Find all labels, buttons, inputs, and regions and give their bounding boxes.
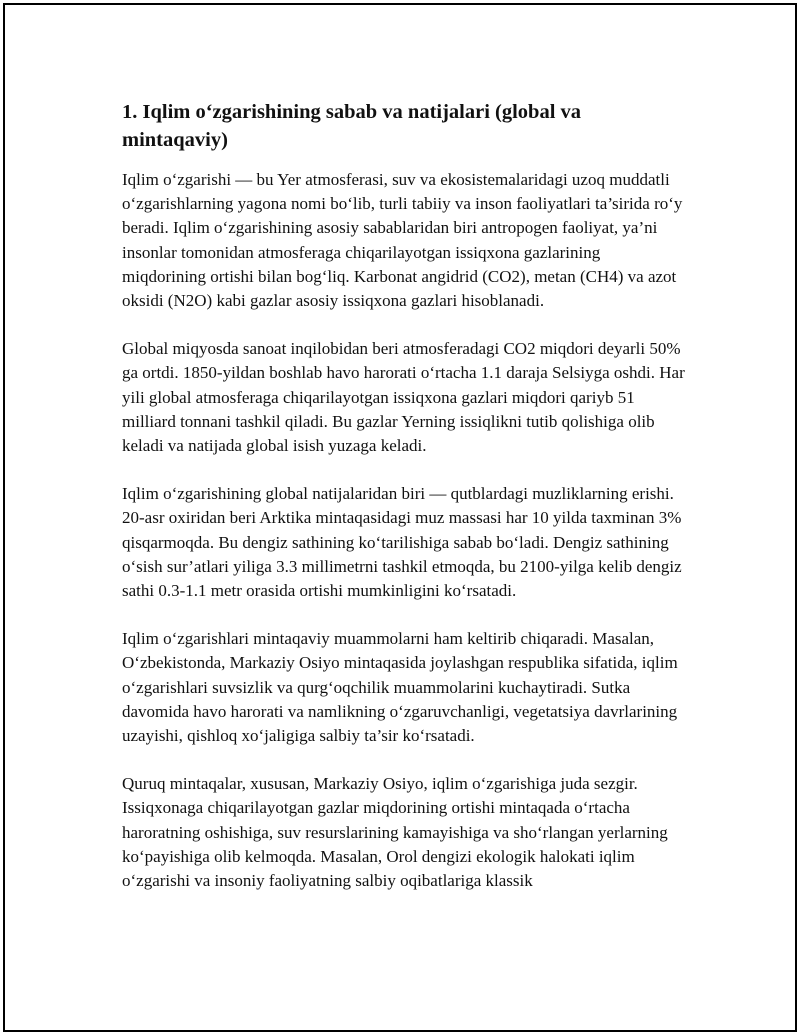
- section-heading: 1. Iqlim o‘zgarishining sabab va natijalari (global va mintaqaviy): [122, 101, 582, 151]
- paragraph-5: Quruq mintaqalar, xususan, Markaziy Osiyo, iqlim o‘zgarishiga juda sezgir. Issiqxonaga chiqarilayotgan gazlar miqdorining ortishi mintaqada o‘rtacha haroratning oshishiga, suv resurslarining kamayishiga va sho‘rlangan yerlarning ko‘payishiga olib kelmoqda. Masalan, Orol dengizi ekologik halokati iqlim o‘zgarishi va insoniy faoliyatning salbiy oqibatlariga klassik: [122, 774, 668, 891]
- paragraph-1: Iqlim o‘zgarishi — bu Yer atmosferasi, suv va ekosistemalaridagi uzoq muddatli o‘zgarishlarning yagona nomi bo‘lib, turli tabiiy va inson faoliyatlari ta’sirida ro‘y beradi. Iqlim o‘zgarishining asosiy sabablaridan biri antropogen faoliyat, ya’ni insonlar tomonidan atmosferaga chiqarilayotgan issiqxona gazlarining miqdorining ortishi bilan bog‘liq. Karbonat angidrid (CO2), metan (CH4) va azot oksidi (N2O) kabi gazlar asosiy issiqxona gazlari hisoblanadi.: [122, 170, 683, 311]
- document-page: [3, 3, 797, 1032]
- paragraph-2: Global miqyosda sanoat inqilobidan beri atmosferadagi CO2 miqdori deyarli 50% ga ortdi. 1850-yildan boshlab havo harorati o‘rtacha 1.1 daraja Selsiyga oshdi. Har yili global atmosferaga chiqarilayotgan issiqxona gazlari miqdori qariyb 51 milliard tonnani tashkil qiladi. Bu gazlar Yerning issiqlikni tutib qolishiga olib keladi va natijada global isish yuzaga keladi.: [122, 339, 685, 456]
- paragraph-4: Iqlim o‘zgarishlari mintaqaviy muammolarni ham keltirib chiqaradi. Masalan, O‘zbekistonda, Markaziy Osiyo mintaqasida joylashgan respublika sifatida, iqlim o‘zgarishlari suvsizlik va qurg‘oqchilik muammolarini kuchaytiradi. Sutka davomida havo harorati va namlikning o‘zgaruvchanligi, vegetatsiya davrlarining uzayishi, qishloq xo‘jaligiga salbiy ta’sir ko‘rsatadi.: [122, 629, 678, 746]
- paragraph-3: Iqlim o‘zgarishining global natijalaridan biri — qutblardagi muzliklarning erishi. 20-asr oxiridan beri Arktika mintaqasidagi muz massasi har 10 yilda taxminan 3% qisqarmoqda. Bu dengiz sathining ko‘tarilishiga sabab bo‘ladi. Dengiz sathining o‘sish sur’atlari yiliga 3.3 millimetrni tashkil etmoqda, bu 2100-yilga kelib dengiz sathi 0.3-1.1 metr orasida ortishi mumkinligini ko‘rsatadi.: [122, 484, 682, 601]
- document-body: [122, 98, 688, 917]
